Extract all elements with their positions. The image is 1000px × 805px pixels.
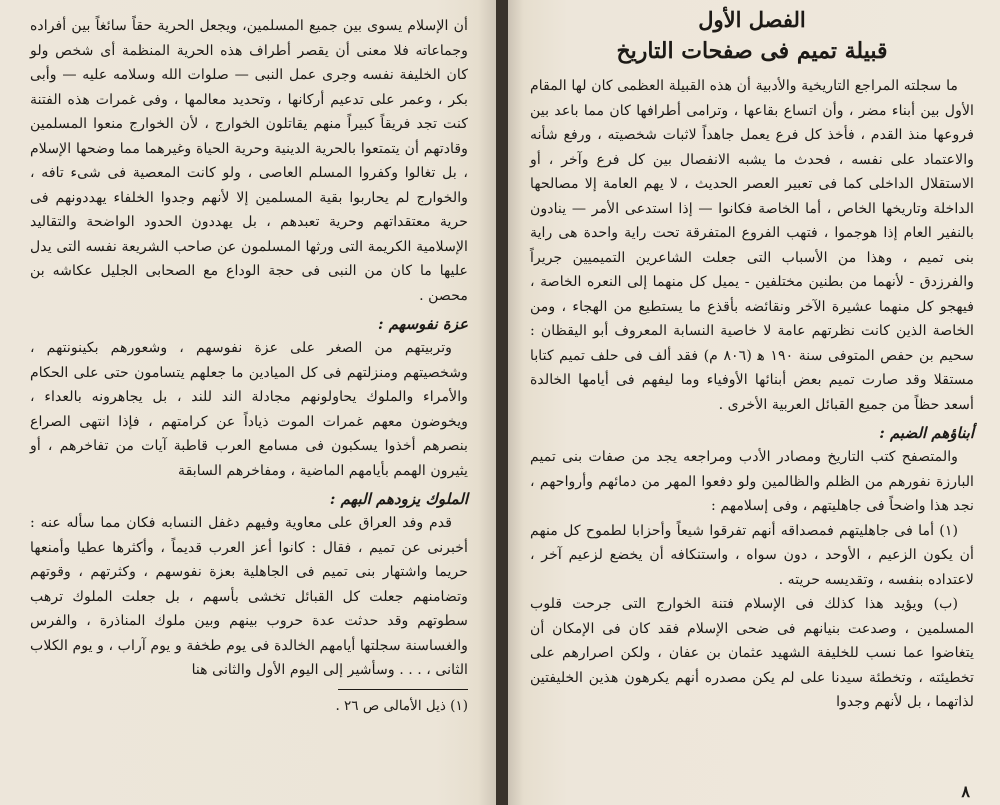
- right-heading-sons: أبناؤهم الضبم :: [879, 424, 974, 442]
- right-paragraph-1: ما سجلته المراجع التاريخية والأدبية أن هذه القبيلة العظمى كان لها المقام الأول بين أبناء مضر ، وأن اتساع بقاعها ، وترامى أطرافها كان مما باعد بين فروعها منذ القدم ، فأخذ كل فرع يعمل جاهداً لاثبات شخصيته ، ورفع شأنه والاعتماد على نفسه ، فحدث ما يشبه الانفصال بين كل فرع وآخر ، أو الاستقلال الداخلى كما فى تعبير العصر الحديث ، لا يهم العامة إلا مصالحها الداخلة وتاريخها الخاص ، أما الخاصة فكانوا — إذا استدعى الأمر — ينادون بالنفير العام إذا هوجموا ، فتهب الفروع المتفرقة تحت راية واحدة هى راية بنى تميم ، وهذا من الأسباب التى جعلت الشاعرين التميميين جريراً والفرزدق - لأنهما من بطنين مختلفين - يميل كل منهما إلى النعره الخاصة ، فيهجو كل منهما عشيرة الآخر ونقائضه بأقذع ما يستطيع من الهجاء ، ومن الخاصة الذين كانت نظرتهم عامة لا خاصية النسابة المعروف أبو اليقظان : سحيم بن حفص المتوفى سنة ١٩٠ ﻫ (٨٠٦ م) فقد ألف فى حلف تميم كتابا مستقلا وقد صارت تميم بعض أبنائها الأوفياء وما ليفهم فى أيامها الخالدة أسعد حظاً من جميع القبائل العربية الأخرى .: [530, 78, 974, 413]
- right-paragraph-4: (ب) ويؤيد هذا كذلك فى الإسلام فتنة الخوارج التى جرحت قلوب المسلمين ، وصدعت بنيانهم فى ضحى الإسلام فقد كان فى الإمكان أن يتغاضوا عما نسب للخليفة الشهيد عثمان بن عفان ، ولكن اصرارهم على تخطيئته ، وتخطئة سيدنا على لم يكن مصدره أنهم يكرهون هذين الخليفتين لذاتهما ، بل لأنهم وجدوا: [530, 596, 974, 710]
- left-page: [0, 0, 496, 805]
- right-page: [508, 0, 1000, 805]
- left-paragraph-1: أن الإسلام يسوى بين جميع المسلمين، ويجعل الحرية حقاً سائغاً بين أفراده وجماعاته فلا معنى أن يقصر أطراف هذه الحرية المنظمة أى شخص ولو كان الخليفة نفسه وجرى عمل النبى — صلوات الله وسلامه عليه — وأبى بكر ، وعمر على تدعيم أركانها ، وتحديد معالمها ، وفى غمرات هذه الفتنة كنت تجد فريقاً كبيراً منهم يقاتلون الخوارج ، لأن الخوارج منعوا المسلمين وقادتهم أن يتمتعوا بالحرية الدينية وحرية الحياة وغيرهما مما وضحها الإسلام ، بل تغالوا وكفروا المسلم العاصى ، ولو كانت المعصية فى شىء تافه ، والخوارج لم يحاربوا بقية المسلمين إلا لأنهم وجدوا الخلفاء يهددونهم فى حرية معتقداتهم وحرية تعبدهم ، بل يهددون الحدود الواضحة والتقاليد الإسلامية الكريمة التى ورثها المسلمون عن صاحب الشريعة نفسه التى يدل عليها ما كان من النبى فى حجة الوداع مع الصحابى الجليل عكاشه بن محصن .: [30, 18, 468, 304]
- left-heading-kings: الملوك يزودهم البهم :: [329, 490, 468, 508]
- chapter-title: قبيلة تميم فى صفحات التاريخ: [616, 38, 888, 64]
- left-heading-pride: عزة نفوسهم :: [377, 315, 468, 333]
- page-number: ٨: [961, 782, 970, 801]
- chapter-label: الفصل الأول: [698, 7, 806, 32]
- book-gutter: [496, 0, 508, 805]
- left-paragraph-3: قدم وفد العراق على معاوية وفيهم دغفل النسابه فكان مما سأله عنه : أخبرنى عن تميم ، فقال : كانوا أعز العرب قديماً ، وأكثرها عطيا وأمنعها حريما واشتهار بنى تميم فى الجاهلية بعزة نفوسهم ، وكثرتهم ، وقوتهم وتضامنهم جعلت كل القبائل تخشى بأسهم ، بل جعلت الملوك ترهب سطوتهم وقد حدثت عدة حروب بينهم وبين ملوك المناذرة ، والفرس والغساسنة سجلتها أيامهم الخالدة فى يوم طخفة و يوم آراب ، و يوم الكلاب الثانى ، . . . وسأشير إلى اليوم الأول والثانى هنا: [30, 515, 468, 678]
- left-paragraph-2: وتربيتهم من الصغر على عزة نفوسهم ، وشعورهم بكينونتهم ، وشخصيتهم ومنزلتهم فى كل الميادين ما جعلهم يتسامون حتى على الحكام والأمراء والملوك يحاولونهم مجادلة الند للند ، بل يجاهرونه بالعداء ، ويخوضون معهم غمرات الموت ذياداً عن كرامتهم ، فإذا انتهى الصراع بنصرهم أخذوا يسكبون فى مسامع العرب قاطبة آيات من تفاخرهم ، أو يثيرون الهمم بأيامهم الماضية ، ومفاخرهم السابقة: [30, 340, 468, 479]
- footnote-rule: [338, 689, 468, 690]
- footnote: (١) ذيل الأمالى ص ٢٦ .: [335, 697, 468, 714]
- right-paragraph-2: والمتصفح كتب التاريخ ومصادر الأدب ومراجعه يجد من صفات بنى تميم البارزة نفورهم من الظلم والظالمين ولو دفعوا المهر من دمائهم وأرواحهم ، نجد هذا واضحاً فى جاهليتهم ، وفى إسلامهم :: [530, 449, 974, 514]
- right-paragraph-3: (١) أما فى جاهليتهم فمصداقه أنهم تفرقوا شيعاً وأحزابا لطموح كل منهم أن يكون الزعيم ، الأوحد ، دون سواه ، واستنكافه أن يخضع لزعيم آخر ، لاعتداده بنفسه ، وتقديسه حريته .: [530, 522, 974, 588]
